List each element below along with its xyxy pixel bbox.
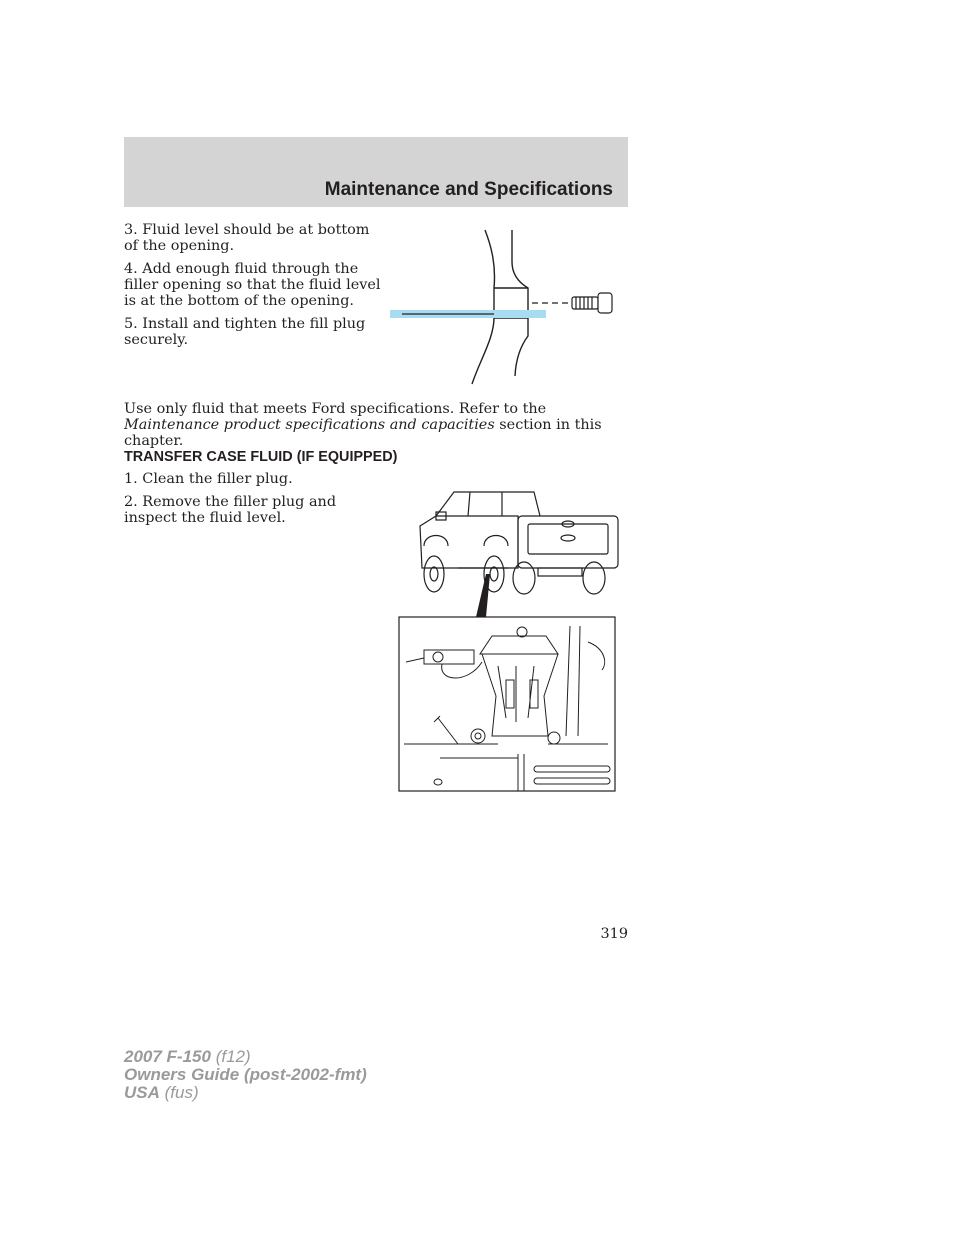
transfer-step-2-text: 2. Remove the filler plug and inspect the fluid level.: [124, 494, 337, 526]
page-number: 319: [600, 926, 628, 942]
footer-region: USA: [124, 1083, 160, 1102]
step-4-text: 4. Add enough fluid through the filler opening so that the fluid level is at the bottom of the opening.: [124, 261, 381, 309]
detail-frame: [399, 617, 615, 791]
document-footer: [124, 1048, 367, 1102]
spec-section-reference: Maintenance product specifications and capacities: [124, 417, 495, 433]
transfer-step-1-text: 1. Clean the filler plug.: [124, 471, 293, 487]
footer-model: 2007 F-150: [124, 1047, 211, 1066]
section-header-band: [124, 137, 628, 207]
fill-plug-icon: [572, 293, 612, 313]
truck-rear-illustration: [420, 492, 618, 594]
step-5-text: 5. Install and tighten the fill plug securely.: [124, 316, 366, 348]
footer-guide: Owners Guide (post-2002-fmt): [124, 1065, 367, 1084]
footer-region-code: (fus): [164, 1083, 199, 1102]
transfer-case-heading: TRANSFER CASE FLUID (IF EQUIPPED): [124, 449, 398, 465]
step-3-text: 3. Fluid level should be at bottom of the opening.: [124, 222, 370, 254]
section-title: Maintenance and Specifications: [324, 179, 613, 200]
callout-pointer: [476, 574, 490, 617]
footer-model-code: (f12): [215, 1047, 251, 1066]
transfer-case-diagram: [398, 486, 620, 794]
fill-plug-diagram: [388, 226, 618, 388]
fluid-spec-paragraph: Use only fluid that meets Ford specifications. Refer to the Maintenance product specifications and capacities section in this chapter.: [124, 401, 602, 449]
